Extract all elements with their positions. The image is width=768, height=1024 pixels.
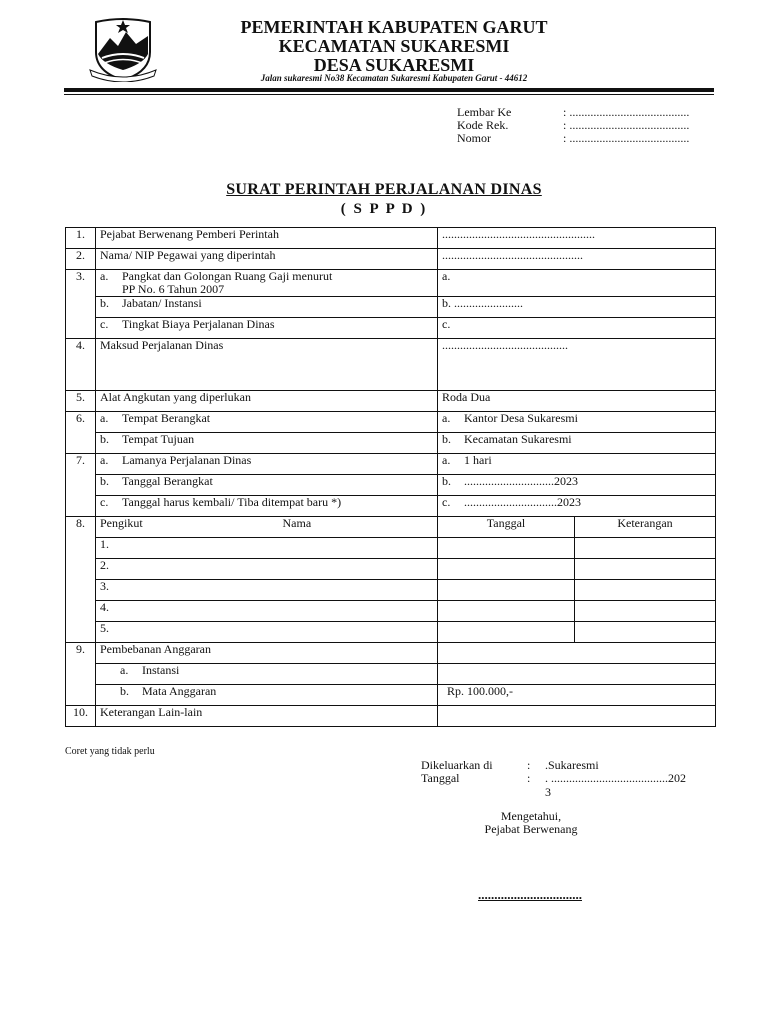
row-value <box>438 643 716 664</box>
sub-label: Instansi <box>142 663 180 677</box>
sub-label: Tempat Berangkat <box>122 411 211 425</box>
table-row <box>66 339 716 391</box>
follower-name: 4. <box>96 601 438 622</box>
approval-line2: Pejabat Berwenang <box>484 822 578 836</box>
follower-notes <box>575 601 716 622</box>
table-row <box>66 622 716 643</box>
issued-block <box>421 759 686 785</box>
meta-number-value: : ........................................ <box>563 131 690 145</box>
row-label: Alat Angkutan yang diperlukan <box>96 391 438 412</box>
letterhead-divider-thin <box>64 94 714 95</box>
column-header-notes: Keterangan <box>575 517 716 538</box>
table-row <box>66 391 716 412</box>
letterhead-government: PEMERINTAH KABUPATEN GARUT <box>240 17 548 37</box>
row-number: 7. <box>66 454 96 475</box>
table-row <box>66 475 716 496</box>
issued-date-wrap: 3 <box>545 785 551 799</box>
sub-letter: a. <box>100 269 109 283</box>
follower-date <box>438 601 575 622</box>
follower-name: 3. <box>96 580 438 601</box>
approval-line1: Mengetahui, <box>500 809 562 823</box>
follower-notes <box>575 622 716 643</box>
value-letter: a. <box>442 411 451 425</box>
row-value: ............................................... <box>438 249 716 270</box>
follower-date <box>438 538 575 559</box>
column-header-date: Tanggal <box>438 517 575 538</box>
row-label <box>96 297 438 318</box>
row-value: ................................................... <box>438 228 716 249</box>
followers-label: Pengikut <box>100 516 143 530</box>
sub-letter: b. <box>100 432 109 446</box>
sub-letter: c. <box>100 495 109 509</box>
sub-letter: c. <box>100 317 109 331</box>
sub-letter: b. <box>100 296 109 310</box>
meta-account-code-label: Kode Rek. <box>457 118 509 132</box>
table-row <box>66 559 716 580</box>
table-row <box>66 538 716 559</box>
follower-date <box>438 580 575 601</box>
follower-name: 5. <box>96 622 438 643</box>
issued-date-label: Tanggal <box>421 771 460 785</box>
row-label: Maksud Perjalanan Dinas <box>96 339 438 391</box>
row-label <box>96 517 438 538</box>
table-row <box>66 270 716 297</box>
value-text: Kecamatan Sukaresmi <box>464 432 572 446</box>
footnote: Coret yang tidak perlu <box>65 746 155 757</box>
meta-number-label: Nomor <box>457 131 491 145</box>
sub-label-continued: PP No. 6 Tahun 2007 <box>122 282 225 296</box>
table-row <box>66 601 716 622</box>
sub-label: Pangkat dan Golongan Ruang Gaji menurut <box>122 269 333 283</box>
row-label: Pejabat Berwenang Pemberi Perintah <box>96 228 438 249</box>
sub-letter: b. <box>120 684 129 698</box>
document-title: SURAT PERINTAH PERJALANAN DINAS <box>226 181 542 198</box>
value-text: ...............................2023 <box>464 495 581 509</box>
row-number: 1. <box>66 228 96 249</box>
row-number: 2. <box>66 249 96 270</box>
row-value: Rp. 100.000,- <box>438 685 716 706</box>
meta-account-code-value: : ........................................ <box>563 118 690 132</box>
row-value: Roda Dua <box>438 391 716 412</box>
column-header-name: Nama <box>282 516 312 530</box>
row-number: 3. <box>66 270 96 297</box>
document-meta <box>457 106 689 145</box>
issued-place-value: .Sukaresmi <box>545 758 599 772</box>
issued-date-row <box>421 772 686 785</box>
row-label: Nama/ NIP Pegawai yang diperintah <box>96 249 438 270</box>
value-text: ..............................2023 <box>464 474 578 488</box>
row-number: 9. <box>66 643 96 664</box>
sub-label: Tanggal Berangkat <box>122 474 213 488</box>
row-number: 10. <box>66 706 96 727</box>
row-label: Keterangan Lain-lain <box>96 706 438 727</box>
meta-sheet-label: Lembar Ke <box>457 105 512 119</box>
row-label: Pembebanan Anggaran <box>96 643 438 664</box>
row-label <box>96 475 438 496</box>
follower-name: 1. <box>96 538 438 559</box>
letterhead-address: Jalan sukaresmi No38 Kecamatan Sukaresmi Kabupaten Garut - 44612 <box>260 73 528 83</box>
issued-date-value: . .......................................202 <box>545 771 686 785</box>
table-row <box>66 454 716 475</box>
letterhead-divider-thick <box>64 88 714 92</box>
meta-number-row <box>457 132 689 145</box>
sub-label: Lamanya Perjalanan Dinas <box>122 453 252 467</box>
value-letter: b. <box>442 474 451 488</box>
row-value <box>438 664 716 685</box>
follower-notes <box>575 580 716 601</box>
letterhead-district: KECAMATAN SUKARESMI <box>278 36 510 56</box>
approval-block <box>400 810 662 836</box>
table-row <box>66 685 716 706</box>
table-row <box>66 318 716 339</box>
table-row <box>66 249 716 270</box>
value-letter: a. <box>442 453 451 467</box>
row-value: a. <box>438 270 716 297</box>
value-letter: c. <box>442 495 451 509</box>
sub-label: Mata Anggaran <box>142 684 217 698</box>
row-number: 5. <box>66 391 96 412</box>
row-value: c. <box>438 318 716 339</box>
row-value: b. ....................... <box>438 297 716 318</box>
row-value <box>438 496 716 517</box>
table-row <box>66 228 716 249</box>
row-value <box>438 412 716 433</box>
row-label <box>96 318 438 339</box>
row-label <box>96 412 438 433</box>
value-text: 1 hari <box>464 453 492 467</box>
sub-label: Tanggal harus kembali/ Tiba ditempat baru *) <box>122 495 342 509</box>
sub-letter: b. <box>100 474 109 488</box>
follower-date <box>438 559 575 580</box>
row-label <box>96 270 438 297</box>
sppd-form-table <box>65 227 716 727</box>
table-row <box>66 664 716 685</box>
issued-date-colon: : <box>527 771 531 785</box>
row-label <box>96 496 438 517</box>
sub-label: Tempat Tujuan <box>122 432 195 446</box>
follower-notes <box>575 538 716 559</box>
issued-place-colon: : <box>527 758 531 772</box>
row-value <box>438 454 716 475</box>
follower-name: 2. <box>96 559 438 580</box>
follower-notes <box>575 559 716 580</box>
follower-date <box>438 622 575 643</box>
row-value: .......................................... <box>438 339 716 391</box>
value-letter: b. <box>442 432 451 446</box>
row-number: 4. <box>66 339 96 391</box>
table-row <box>66 297 716 318</box>
table-row <box>66 433 716 454</box>
sub-letter: a. <box>120 663 129 677</box>
row-number: 8. <box>66 517 96 538</box>
table-row <box>66 643 716 664</box>
document-subtitle: ( S P P D ) <box>340 201 428 217</box>
row-label <box>96 433 438 454</box>
row-label <box>96 454 438 475</box>
row-value <box>438 475 716 496</box>
meta-sheet-value: : ........................................ <box>563 105 690 119</box>
row-number: 6. <box>66 412 96 433</box>
sub-label: Jabatan/ Instansi <box>122 296 202 310</box>
sub-letter: a. <box>100 453 109 467</box>
row-value <box>438 433 716 454</box>
sub-letter: a. <box>100 411 109 425</box>
signature-line: ................................ <box>478 887 582 902</box>
row-value <box>438 706 716 727</box>
issued-place-label: Dikeluarkan di <box>421 758 493 772</box>
table-row <box>66 412 716 433</box>
table-row <box>66 706 716 727</box>
sub-label: Tingkat Biaya Perjalanan Dinas <box>122 317 275 331</box>
row-label <box>96 664 438 685</box>
table-row <box>66 517 716 538</box>
value-text: Kantor Desa Sukaresmi <box>464 411 578 425</box>
table-row <box>66 496 716 517</box>
row-label <box>96 685 438 706</box>
letterhead-village: DESA SUKARESMI <box>313 55 475 75</box>
table-row <box>66 580 716 601</box>
